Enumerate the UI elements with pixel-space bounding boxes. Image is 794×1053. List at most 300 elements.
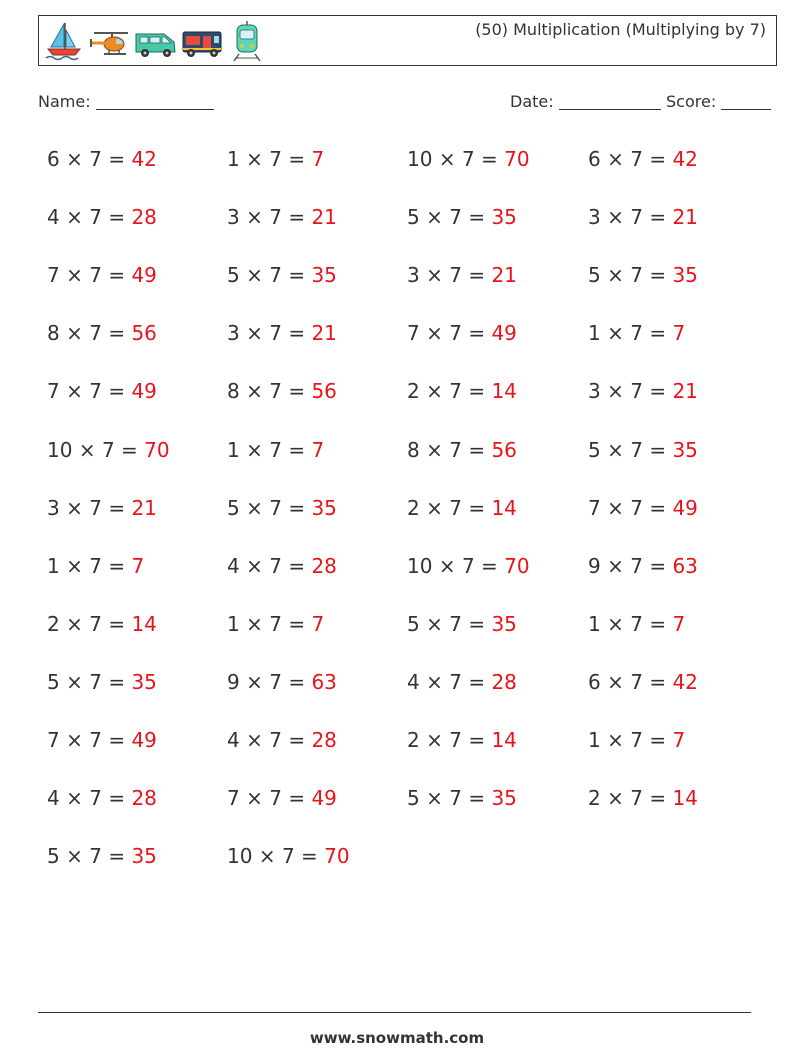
answer-value: 7	[311, 438, 325, 462]
factor-b: 7	[89, 321, 102, 345]
factor-b: 7	[89, 612, 102, 636]
times-sign: ×	[607, 263, 624, 287]
factor-a: 9	[588, 554, 601, 578]
factor-a: 1	[227, 438, 240, 462]
answer-value: 35	[131, 844, 157, 868]
problem-item	[227, 263, 337, 287]
factor-b: 7	[269, 728, 282, 752]
times-sign: ×	[246, 438, 263, 462]
factor-a: 5	[407, 786, 420, 810]
times-sign: ×	[607, 728, 624, 752]
factor-b: 7	[630, 438, 643, 462]
equals-sign: =	[649, 438, 667, 462]
times-sign: ×	[607, 321, 624, 345]
answer-value: 14	[491, 728, 517, 752]
problem-item	[588, 379, 698, 403]
factor-a: 7	[407, 321, 420, 345]
factor-b: 7	[269, 670, 282, 694]
factor-a: 5	[407, 612, 420, 636]
factor-b: 7	[449, 438, 462, 462]
factor-a: 1	[227, 612, 240, 636]
problem-item	[407, 379, 517, 403]
answer-value: 70	[324, 844, 350, 868]
footer-site: www.snowmath.com	[309, 1029, 485, 1047]
problem-item	[227, 438, 324, 462]
answer-value: 49	[491, 321, 517, 345]
problem-item	[588, 670, 698, 694]
times-sign: ×	[426, 263, 443, 287]
problem-item	[47, 321, 157, 345]
answer-value: 63	[311, 670, 337, 694]
factor-b: 7	[630, 612, 643, 636]
factor-b: 7	[630, 496, 643, 520]
answer-value: 7	[672, 612, 686, 636]
equals-sign: =	[108, 147, 126, 171]
times-sign: ×	[246, 321, 263, 345]
factor-b: 7	[281, 844, 295, 868]
answer-value: 7	[672, 321, 686, 345]
problem-item	[227, 147, 324, 171]
factor-a: 3	[407, 263, 420, 287]
factor-a: 5	[227, 496, 240, 520]
equals-sign: =	[649, 379, 667, 403]
factor-b: 7	[269, 612, 282, 636]
answer-value: 28	[131, 205, 157, 229]
factor-b: 7	[269, 496, 282, 520]
times-sign: ×	[607, 670, 624, 694]
factor-a: 6	[588, 147, 601, 171]
answer-value: 14	[672, 786, 698, 810]
problem-item	[588, 147, 698, 171]
problem-item	[588, 321, 685, 345]
times-sign: ×	[438, 554, 456, 578]
factor-b: 7	[269, 379, 282, 403]
equals-sign: =	[108, 496, 126, 520]
factor-b: 7	[89, 205, 102, 229]
factor-a: 5	[588, 438, 601, 462]
times-sign: ×	[246, 147, 263, 171]
factor-a: 8	[227, 379, 240, 403]
problem-item	[227, 786, 337, 810]
factor-a: 7	[588, 496, 601, 520]
equals-sign: =	[108, 844, 126, 868]
answer-value: 35	[131, 670, 157, 694]
factor-b: 7	[449, 205, 462, 229]
answer-value: 7	[311, 612, 325, 636]
answer-value: 35	[672, 438, 698, 462]
answer-value: 21	[131, 496, 157, 520]
times-sign: ×	[66, 263, 83, 287]
problem-item	[407, 786, 517, 810]
factor-b: 7	[630, 728, 643, 752]
problem-item	[588, 205, 698, 229]
factor-b: 7	[630, 321, 643, 345]
problem-item	[227, 670, 337, 694]
factor-a: 2	[407, 728, 420, 752]
answer-value: 21	[311, 205, 337, 229]
factor-b: 7	[269, 147, 282, 171]
factor-a: 7	[47, 728, 60, 752]
answer-value: 28	[311, 728, 337, 752]
equals-sign: =	[468, 263, 486, 287]
factor-b: 7	[101, 438, 115, 462]
equals-sign: =	[649, 786, 667, 810]
factor-b: 7	[449, 379, 462, 403]
equals-sign: =	[468, 786, 486, 810]
equals-sign: =	[468, 438, 486, 462]
times-sign: ×	[66, 844, 83, 868]
factor-a: 10	[47, 438, 73, 462]
answer-value: 35	[491, 205, 517, 229]
times-sign: ×	[66, 147, 83, 171]
equals-sign: =	[468, 496, 486, 520]
answer-value: 14	[131, 612, 157, 636]
factor-b: 7	[630, 786, 643, 810]
problem-item	[407, 670, 517, 694]
times-sign: ×	[258, 844, 276, 868]
times-sign: ×	[607, 205, 624, 229]
answer-value: 28	[311, 554, 337, 578]
answer-value: 35	[672, 263, 698, 287]
factor-a: 5	[47, 670, 60, 694]
times-sign: ×	[426, 438, 443, 462]
factor-a: 2	[407, 496, 420, 520]
answer-value: 49	[672, 496, 698, 520]
factor-a: 4	[47, 205, 60, 229]
answer-value: 21	[491, 263, 517, 287]
times-sign: ×	[246, 205, 263, 229]
problem-item	[407, 612, 517, 636]
factor-a: 1	[47, 554, 60, 578]
times-sign: ×	[246, 728, 263, 752]
answer-value: 56	[131, 321, 157, 345]
times-sign: ×	[607, 379, 624, 403]
times-sign: ×	[246, 263, 263, 287]
equals-sign: =	[468, 205, 486, 229]
equals-sign: =	[649, 670, 667, 694]
problem-item	[407, 438, 517, 462]
factor-a: 4	[407, 670, 420, 694]
factor-b: 7	[630, 379, 643, 403]
factor-b: 7	[89, 263, 102, 287]
equals-sign: =	[108, 728, 126, 752]
factor-b: 7	[269, 438, 282, 462]
equals-sign: =	[468, 670, 486, 694]
factor-a: 10	[407, 554, 433, 578]
problem-item	[588, 786, 698, 810]
problem-item	[407, 554, 530, 578]
factor-a: 10	[227, 844, 253, 868]
problem-item	[227, 844, 350, 868]
footer-divider	[38, 1012, 751, 1013]
factor-b: 7	[461, 554, 475, 578]
answer-value: 42	[131, 147, 157, 171]
equals-sign: =	[468, 379, 486, 403]
times-sign: ×	[607, 496, 624, 520]
answer-value: 42	[672, 670, 698, 694]
equals-sign: =	[108, 321, 126, 345]
factor-a: 2	[47, 612, 60, 636]
equals-sign: =	[481, 147, 498, 171]
score-label: Score:	[666, 92, 717, 111]
times-sign: ×	[66, 670, 83, 694]
factor-a: 6	[588, 670, 601, 694]
factor-b: 7	[449, 612, 462, 636]
problem-item	[47, 205, 157, 229]
equals-sign: =	[288, 438, 306, 462]
equals-sign: =	[108, 205, 126, 229]
problem-item	[47, 379, 157, 403]
factor-b: 7	[449, 670, 462, 694]
answer-value: 42	[672, 147, 698, 171]
equals-sign: =	[288, 496, 306, 520]
factor-a: 3	[47, 496, 60, 520]
factor-a: 7	[47, 379, 60, 403]
equals-sign: =	[649, 728, 667, 752]
equals-sign: =	[288, 379, 306, 403]
equals-sign: =	[121, 438, 138, 462]
problem-item	[47, 844, 157, 868]
factor-b: 7	[461, 147, 475, 171]
problem-item	[227, 728, 337, 752]
answer-value: 56	[311, 379, 337, 403]
factor-a: 1	[588, 321, 601, 345]
answer-value: 28	[131, 786, 157, 810]
times-sign: ×	[607, 554, 624, 578]
problem-item	[407, 147, 530, 171]
times-sign: ×	[426, 728, 443, 752]
problem-item	[227, 612, 324, 636]
equals-sign: =	[108, 670, 126, 694]
times-sign: ×	[607, 612, 624, 636]
times-sign: ×	[607, 438, 624, 462]
factor-a: 1	[588, 728, 601, 752]
answer-value: 56	[491, 438, 517, 462]
factor-a: 5	[588, 263, 601, 287]
factor-a: 3	[227, 321, 240, 345]
equals-sign: =	[108, 786, 126, 810]
problem-item	[588, 612, 685, 636]
times-sign: ×	[426, 379, 443, 403]
times-sign: ×	[426, 205, 443, 229]
answer-value: 21	[311, 321, 337, 345]
problem-item	[47, 147, 157, 171]
equals-sign: =	[288, 205, 306, 229]
problem-item	[227, 321, 337, 345]
problem-item	[588, 438, 698, 462]
problem-item	[227, 554, 337, 578]
factor-b: 7	[449, 263, 462, 287]
name-label: Name:	[38, 92, 91, 111]
answer-value: 21	[672, 379, 698, 403]
answer-value: 49	[131, 728, 157, 752]
factor-b: 7	[89, 844, 102, 868]
equals-sign: =	[649, 205, 667, 229]
factor-b: 7	[269, 263, 282, 287]
equals-sign: =	[108, 612, 126, 636]
factor-a: 2	[588, 786, 601, 810]
answer-value: 63	[672, 554, 698, 578]
factor-a: 1	[588, 612, 601, 636]
answer-value: 21	[672, 205, 698, 229]
equals-sign: =	[301, 844, 318, 868]
problem-item	[47, 496, 157, 520]
problem-item	[47, 263, 157, 287]
factor-a: 8	[47, 321, 60, 345]
equals-sign: =	[649, 263, 667, 287]
factor-b: 7	[89, 379, 102, 403]
times-sign: ×	[66, 612, 83, 636]
equals-sign: =	[649, 554, 667, 578]
factor-a: 10	[407, 147, 433, 171]
factor-b: 7	[449, 728, 462, 752]
equals-sign: =	[288, 147, 306, 171]
equals-sign: =	[108, 379, 126, 403]
factor-a: 3	[588, 379, 601, 403]
answer-value: 70	[504, 554, 530, 578]
times-sign: ×	[246, 612, 263, 636]
equals-sign: =	[468, 321, 486, 345]
times-sign: ×	[246, 379, 263, 403]
times-sign: ×	[66, 496, 83, 520]
problem-item	[407, 205, 517, 229]
equals-sign: =	[288, 263, 306, 287]
times-sign: ×	[426, 670, 443, 694]
problem-item	[588, 728, 685, 752]
times-sign: ×	[438, 147, 456, 171]
date-label: Date:	[510, 92, 554, 111]
factor-b: 7	[89, 728, 102, 752]
equals-sign: =	[649, 147, 667, 171]
equals-sign: =	[288, 612, 306, 636]
equals-sign: =	[288, 728, 306, 752]
answer-value: 70	[144, 438, 170, 462]
equals-sign: =	[649, 496, 667, 520]
factor-b: 7	[89, 670, 102, 694]
factor-b: 7	[449, 321, 462, 345]
answer-value: 28	[491, 670, 517, 694]
equals-sign: =	[649, 612, 667, 636]
answer-value: 35	[311, 263, 337, 287]
factor-a: 5	[227, 263, 240, 287]
problem-item	[227, 379, 337, 403]
equals-sign: =	[288, 321, 306, 345]
factor-b: 7	[89, 786, 102, 810]
factor-a: 2	[407, 379, 420, 403]
answer-value: 7	[311, 147, 325, 171]
equals-sign: =	[468, 728, 486, 752]
factor-b: 7	[449, 496, 462, 520]
problem-item	[227, 205, 337, 229]
answer-value: 49	[131, 379, 157, 403]
factor-b: 7	[269, 321, 282, 345]
times-sign: ×	[246, 496, 263, 520]
times-sign: ×	[246, 670, 263, 694]
factor-a: 9	[227, 670, 240, 694]
times-sign: ×	[66, 205, 83, 229]
times-sign: ×	[66, 786, 83, 810]
factor-b: 7	[630, 205, 643, 229]
factor-a: 7	[47, 263, 60, 287]
times-sign: ×	[426, 496, 443, 520]
equals-sign: =	[288, 554, 306, 578]
answer-value: 35	[491, 786, 517, 810]
times-sign: ×	[78, 438, 96, 462]
equals-sign: =	[288, 670, 306, 694]
equals-sign: =	[481, 554, 498, 578]
times-sign: ×	[66, 321, 83, 345]
answer-value: 35	[491, 612, 517, 636]
equals-sign: =	[108, 554, 126, 578]
times-sign: ×	[66, 554, 83, 578]
factor-a: 5	[407, 205, 420, 229]
factor-b: 7	[89, 496, 102, 520]
answer-value: 70	[504, 147, 530, 171]
factor-a: 3	[588, 205, 601, 229]
factor-a: 5	[47, 844, 60, 868]
problem-item	[47, 670, 157, 694]
factor-a: 4	[227, 554, 240, 578]
factor-b: 7	[269, 786, 282, 810]
problem-item	[227, 496, 337, 520]
equals-sign: =	[468, 612, 486, 636]
times-sign: ×	[426, 321, 443, 345]
times-sign: ×	[607, 147, 624, 171]
worksheet-title: (50) Multiplication (Multiplying by 7)	[475, 20, 766, 39]
factor-b: 7	[630, 147, 643, 171]
factor-b: 7	[269, 554, 282, 578]
problem-item	[47, 612, 157, 636]
problem-item	[47, 438, 170, 462]
factor-b: 7	[89, 147, 102, 171]
answer-value: 49	[131, 263, 157, 287]
times-sign: ×	[607, 786, 624, 810]
problem-item	[407, 321, 517, 345]
problem-item	[47, 786, 157, 810]
factor-b: 7	[269, 205, 282, 229]
times-sign: ×	[246, 554, 263, 578]
factor-a: 4	[47, 786, 60, 810]
problem-item	[407, 263, 517, 287]
times-sign: ×	[66, 728, 83, 752]
equals-sign: =	[649, 321, 667, 345]
problem-item	[47, 728, 157, 752]
answer-value: 35	[311, 496, 337, 520]
factor-a: 1	[227, 147, 240, 171]
factor-a: 8	[407, 438, 420, 462]
problem-item	[407, 496, 517, 520]
problem-item	[588, 263, 698, 287]
factor-b: 7	[449, 786, 462, 810]
problem-item	[588, 496, 698, 520]
problem-item	[588, 554, 698, 578]
problem-item	[47, 554, 144, 578]
factor-a: 7	[227, 786, 240, 810]
answer-value: 7	[672, 728, 686, 752]
answer-value: 7	[131, 554, 145, 578]
times-sign: ×	[426, 786, 443, 810]
problem-item	[407, 728, 517, 752]
equals-sign: =	[288, 786, 306, 810]
factor-a: 4	[227, 728, 240, 752]
factor-b: 7	[89, 554, 102, 578]
times-sign: ×	[426, 612, 443, 636]
answer-value: 14	[491, 379, 517, 403]
factor-b: 7	[630, 554, 643, 578]
answer-value: 14	[491, 496, 517, 520]
factor-a: 6	[47, 147, 60, 171]
times-sign: ×	[66, 379, 83, 403]
